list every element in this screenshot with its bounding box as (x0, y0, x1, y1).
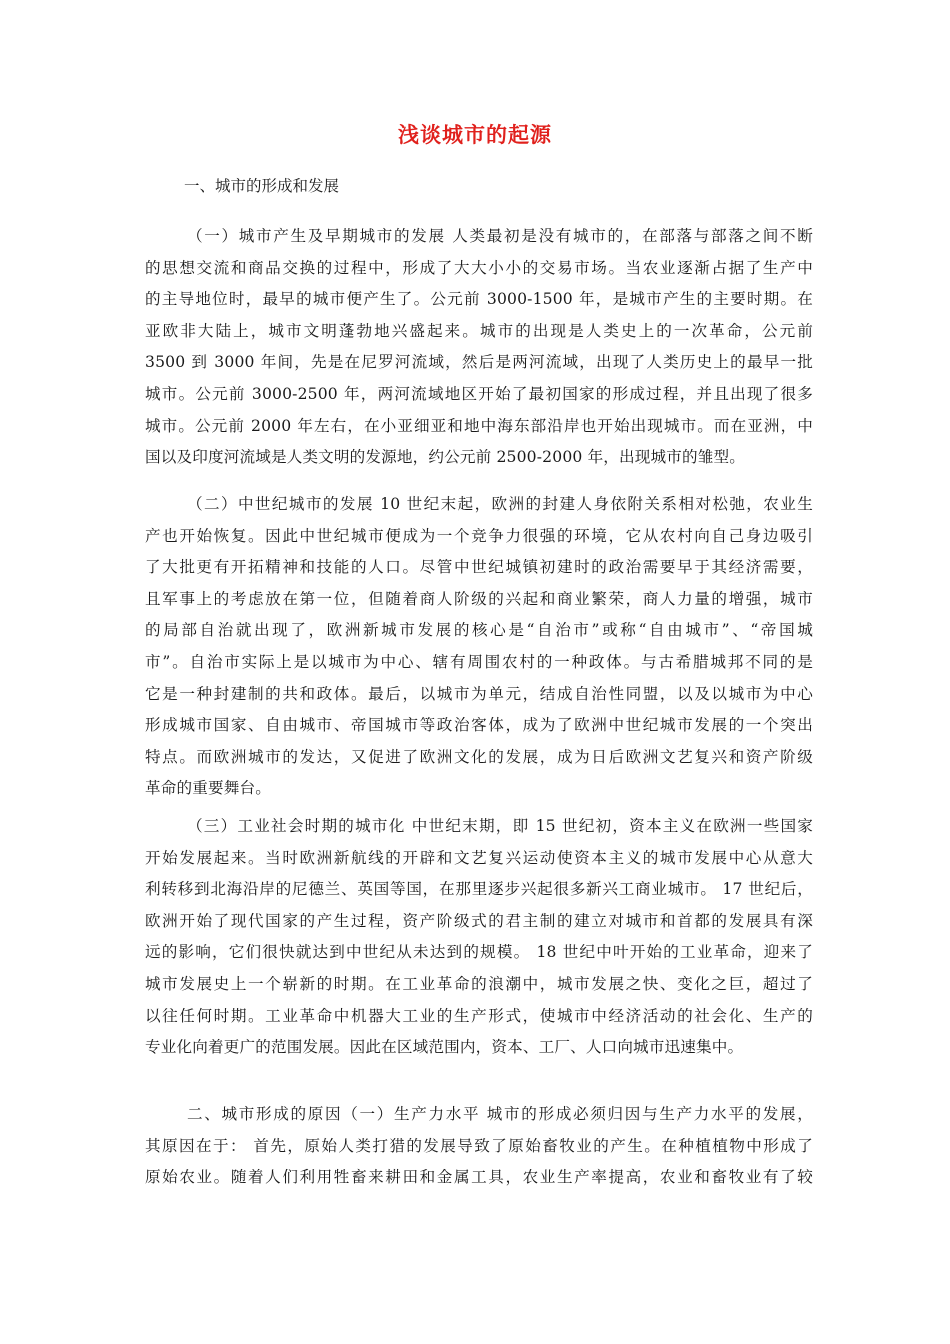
document-title: 浅谈城市的起源 (398, 122, 552, 147)
paragraph-line: 特点。而欧洲城市的发达，又促进了欧洲文化的发展，成为日后欧洲文艺复兴和资产阶级 (145, 747, 813, 766)
paragraph-line: （二）中世纪城市的发展 10 世纪末起，欧洲的封建人身依附关系相对松弛，农业生 (187, 495, 813, 513)
paragraph-line: 3500 到 3000 年间，先是在尼罗河流域，然后是两河流域，出现了人类历史上的最早一批 (145, 353, 813, 372)
paragraph-line: 了大批更有开拓精神和技能的人口。尽管中世纪城镇初建时的政治需要早于其经济需要， (145, 558, 813, 577)
paragraph-line: 其原因在于： 首先，原始人类打猎的发展导致了原始畜牧业的产生。在种植植物中形成了 (145, 1136, 813, 1155)
paragraph-line: 欧洲开始了现代国家的产生过程，资产阶级式的君主制的建立对城市和首都的发展具有深 (145, 911, 813, 930)
paragraph-4 (145, 1099, 813, 1194)
paragraph-line: 城市。公元前 3000-2500 年，两河流域地区开始了最初国家的形成过程，并且出现了很多 (145, 384, 813, 403)
paragraph-2 (145, 489, 813, 805)
paragraph-1 (145, 221, 813, 474)
paragraph-line: 开始发展起来。当时欧洲新航线的开辟和文艺复兴运动使资本主义的城市发展中心从意大 (145, 848, 813, 867)
paragraph-line: 远的影响，它们很快就达到中世纪从未达到的规模。 18 世纪中叶开始的工业革命，迎来了 (145, 943, 813, 962)
paragraph-line: 的思想交流和商品交换的过程中，形成了大大小小的交易市场。当农业逐渐占据了生产中 (145, 258, 813, 277)
paragraph-line: 它是一种封建制的共和政体。最后，以城市为单元，结成自治性同盟，以及以城市为中心 (145, 684, 813, 703)
paragraph-line: 国以及印度河流域是人类文明的发源地，约公元前 2500-2000 年，出现城市的雏型。 (145, 448, 746, 467)
paragraph-line: 产也开始恢复。因此中世纪城市便成为一个竞争力很强的环境，它从农村向自己身边吸引 (145, 526, 813, 545)
paragraph-line: 以往任何时期。工业革命中机器大工业的生产形式，使城市中经济活动的社会化、生产的 (145, 1006, 813, 1025)
paragraph-line: 形成城市国家、自由城市、帝国城市等政治客体，成为了欧洲中世纪城市发展的一个突出 (145, 716, 813, 735)
paragraph-line: 亚欧非大陆上，城市文明蓬勃地兴盛起来。城市的出现是人类史上的一次革命，公元前 (145, 321, 813, 340)
paragraph-line: 城市。公元前 2000 年左右，在小亚细亚和地中海东部沿岸也开始出现城市。而在亚洲，中 (145, 416, 813, 435)
paragraph-line: 原始农业。随着人们利用牲畜来耕田和金属工具，农业生产率提高，农业和畜牧业有了较 (145, 1168, 813, 1187)
paragraph-line: 且军事上的考虑放在第一位，但随着商人阶级的兴起和商业繁荣，商人力量的增强，城市 (145, 589, 813, 608)
paragraph-line: （三）工业社会时期的城市化 中世纪末期，即 15 世纪初，资本主义在欧洲一些国家 (187, 817, 813, 835)
paragraph-3 (145, 811, 813, 1064)
paragraph-line: 专业化向着更广的范围发展。因此在区域范围内，资本、工厂、人口向城市迅速集中。 (145, 1038, 744, 1057)
paragraph-line: 城市发展史上一个崭新的时期。在工业革命的浪潮中，城市发展之快、变化之巨，超过了 (145, 974, 813, 993)
section-heading-1: 一、城市的形成和发展 (184, 177, 340, 195)
paragraph-line: 二、城市形成的原因（一）生产力水平 城市的形成必须归因与生产力水平的发展， (187, 1105, 813, 1123)
paragraph-line: 市”。自治市实际上是以城市为中心、辖有周围农村的一种政体。与古希腊城邦不同的是 (145, 652, 813, 671)
paragraph-line: 的主导地位时，最早的城市便产生了。公元前 3000-1500 年，是城市产生的主要时期。在 (145, 290, 813, 309)
paragraph-line: （一）城市产生及早期城市的发展 人类最初是没有城市的，在部落与部落之间不断 (187, 227, 813, 245)
paragraph-line: 革命的重要舞台。 (145, 779, 271, 798)
paragraph-line: 利转移到北海沿岸的尼德兰、英国等国，在那里逐步兴起很多新兴工商业城市。 17 世纪后， (145, 880, 813, 899)
paragraph-line: 的局部自治就出现了，欧洲新城市发展的核心是“自治市”或称“自由城市”、“帝国城 (145, 621, 813, 640)
